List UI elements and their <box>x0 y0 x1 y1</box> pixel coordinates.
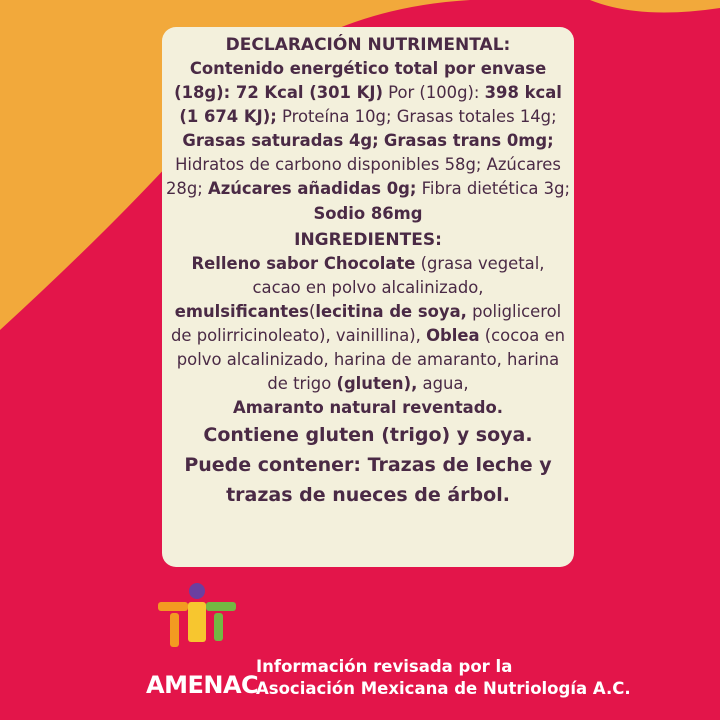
revised-line-1: Información revisada por la <box>256 657 513 676</box>
logo-body-left <box>170 613 179 647</box>
amaranth: Amaranto natural reventado. <box>233 398 503 418</box>
revised-by <box>256 656 631 700</box>
sodium: Sodio 86mg <box>313 203 423 223</box>
total-fat: Grasas totales 14g; <box>396 107 557 127</box>
logo-body-mid <box>188 602 206 642</box>
sugars: Azúcares 28g; <box>166 155 561 199</box>
added-sugars: Azúcares añadidas 0g; <box>208 179 417 199</box>
gluten: (gluten), <box>336 374 418 394</box>
per-100g-value: 398 kcal (1 674 KJ); <box>179 83 562 127</box>
logo-arm-left <box>158 602 188 611</box>
filling-desc: (grasa vegetal, cacao en polvo alcalinizado, <box>252 253 545 297</box>
lecithin: lecitina de soya, <box>315 301 467 321</box>
logo-body-right <box>214 613 223 641</box>
amenac-logo-icon <box>150 582 244 648</box>
energy-total: Contenido energético total por envase (18g): 72 Kcal (301 KJ) <box>174 59 547 103</box>
trans-fat: Grasas trans 0mg; <box>383 131 554 151</box>
nutrition-facts <box>166 57 570 226</box>
nutrition-panel <box>162 27 574 567</box>
protein: Proteína 10g; <box>281 107 392 127</box>
ingredients-list <box>166 252 570 421</box>
allergen-may-contain: Puede contener: Trazas de leche y trazas de nueces de árbol. <box>184 454 552 507</box>
wafer-desc: (cocoa en polvo alcalinizado, harina de amaranto, harina de trigo <box>176 325 565 394</box>
emulsifiers-rest: poliglicerol de polirricinoleato), vainillina), <box>171 301 562 345</box>
filling-name: Relleno sabor Chocolate <box>191 253 416 273</box>
saturated-fat: Grasas saturadas 4g; <box>182 131 379 151</box>
per-100g-label: Por (100g): <box>388 83 480 103</box>
wafer-label: Oblea <box>426 325 480 345</box>
revised-line-2: Asociación Mexicana de Nutriología A.C. <box>256 679 631 698</box>
allergen-contains: Contiene gluten (trigo) y soya. <box>203 424 533 447</box>
ingredients-heading: INGREDIENTES: <box>294 229 442 250</box>
amenac-brand: AMENAC <box>146 671 259 699</box>
fiber: Fibra dietética 3g; <box>421 179 570 199</box>
emulsifiers-label: emulsificantes <box>174 301 309 321</box>
water: agua, <box>422 374 469 394</box>
nutrition-heading: DECLARACIÓN NUTRIMENTAL: <box>225 35 511 55</box>
logo-arm-right <box>206 602 236 611</box>
logo-head <box>189 583 205 599</box>
carbs: Hidratos de carbono disponibles 58g; <box>175 155 482 175</box>
paren-open: ( <box>308 301 316 321</box>
